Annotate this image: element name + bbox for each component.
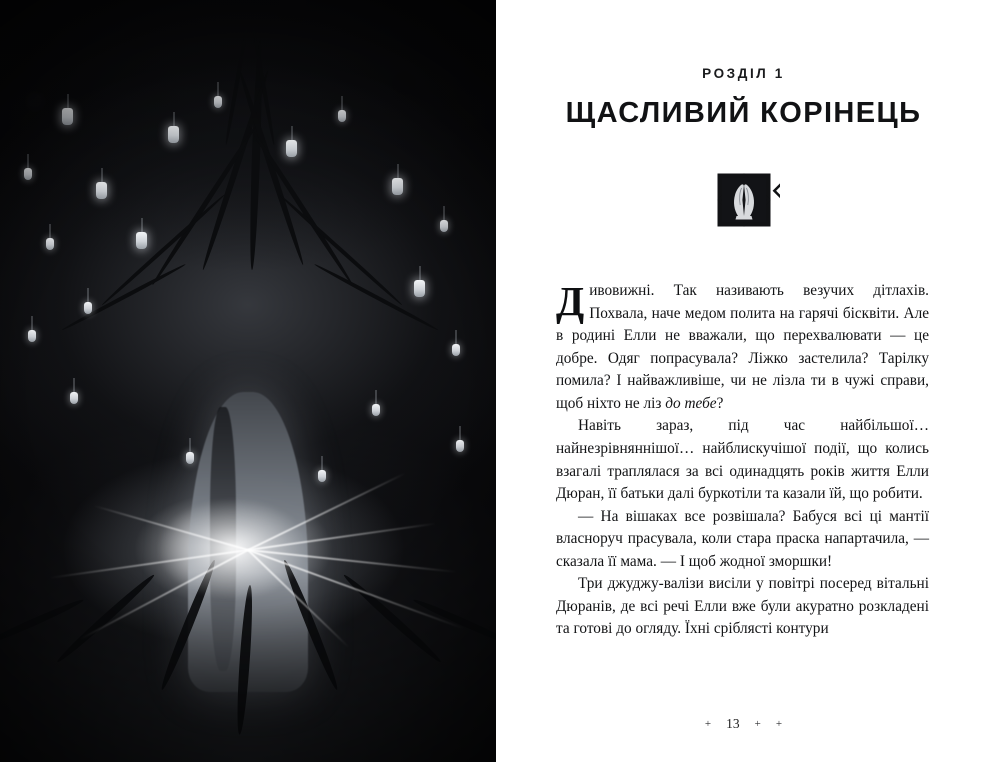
- hanging-lantern: [414, 280, 425, 297]
- hanging-lantern: [28, 330, 36, 342]
- tree-root: [55, 572, 157, 665]
- tree-root: [0, 597, 85, 648]
- hanging-lantern: [372, 404, 380, 416]
- folio-mark-left: +: [704, 718, 712, 730]
- tree-canopy: [0, 0, 496, 430]
- hanging-lantern: [452, 344, 460, 356]
- hanging-lantern: [70, 392, 78, 404]
- paragraph-4: Три джуджу-валізи висіли у повітрі посеред вітальні Дюранів, де всі речі Елли вже були акуратно розкладені та готові до огляду. Їхні сріблясті контури: [556, 575, 929, 638]
- hanging-lantern: [440, 220, 448, 232]
- emphasis-text: до тебе: [665, 394, 717, 412]
- hanging-lantern: [168, 126, 179, 143]
- paragraph-1-text: ивовижні. Так називають везучих дітлахів. Похвала, наче медом полита на гарячі бісквіти. Але в родині Елли не вважали, що перехвалювати — це добре. Одяг попрасувала? Ліжко застелила? Тарілку помила? І найважливіше, чи не лізла ти в чужі справи, щоб ніхто не ліз до тебе?: [556, 282, 929, 412]
- page-number: 13: [726, 716, 740, 731]
- hanging-lantern: [392, 178, 403, 195]
- chapter-number: РОЗДІЛ 1: [702, 66, 785, 81]
- hanging-lantern: [136, 232, 147, 249]
- hanging-lantern: [62, 108, 73, 125]
- paragraph-3: — На вішаках все розвішала? Бабуся всі ці мантії власноруч прасувала, коли стара праска напартачила, — сказала її мама. — І щоб жодної зморшки!: [556, 507, 929, 570]
- hanging-lantern: [84, 302, 92, 314]
- praying-hands-ornament-icon: [708, 164, 780, 236]
- tree-root: [341, 572, 443, 665]
- right-page-text: [496, 0, 991, 762]
- hanging-lantern: [186, 452, 194, 464]
- hanging-lantern: [456, 440, 464, 452]
- drop-cap: Д: [556, 278, 585, 324]
- page-folio: [496, 716, 991, 732]
- folio-mark-right-1: +: [754, 718, 761, 730]
- folio-mark-right-2: +: [775, 718, 783, 730]
- chapter-body: [556, 280, 929, 641]
- hanging-lantern: [46, 238, 54, 250]
- chapter-header: [496, 0, 991, 236]
- paragraph-2: Навіть зараз, під час найбільшої… найнезрівняннішої… найблискучішої події, що колись взагалі траплялася за всі одинадцять років життя Елли Дюран, її батьки далі буркотіли та казали їй, що робити.: [556, 417, 929, 503]
- chapter-title: ЩАСЛИВИЙ КОРІНЕЦЬ: [565, 97, 922, 129]
- hanging-lantern: [24, 168, 32, 180]
- hanging-lantern: [338, 110, 346, 122]
- hanging-lantern: [214, 96, 222, 108]
- hanging-lantern: [96, 182, 107, 199]
- hanging-lantern: [318, 470, 326, 482]
- tree-root: [412, 597, 496, 648]
- hanging-lantern: [286, 140, 297, 157]
- paragraph-1: [556, 280, 929, 415]
